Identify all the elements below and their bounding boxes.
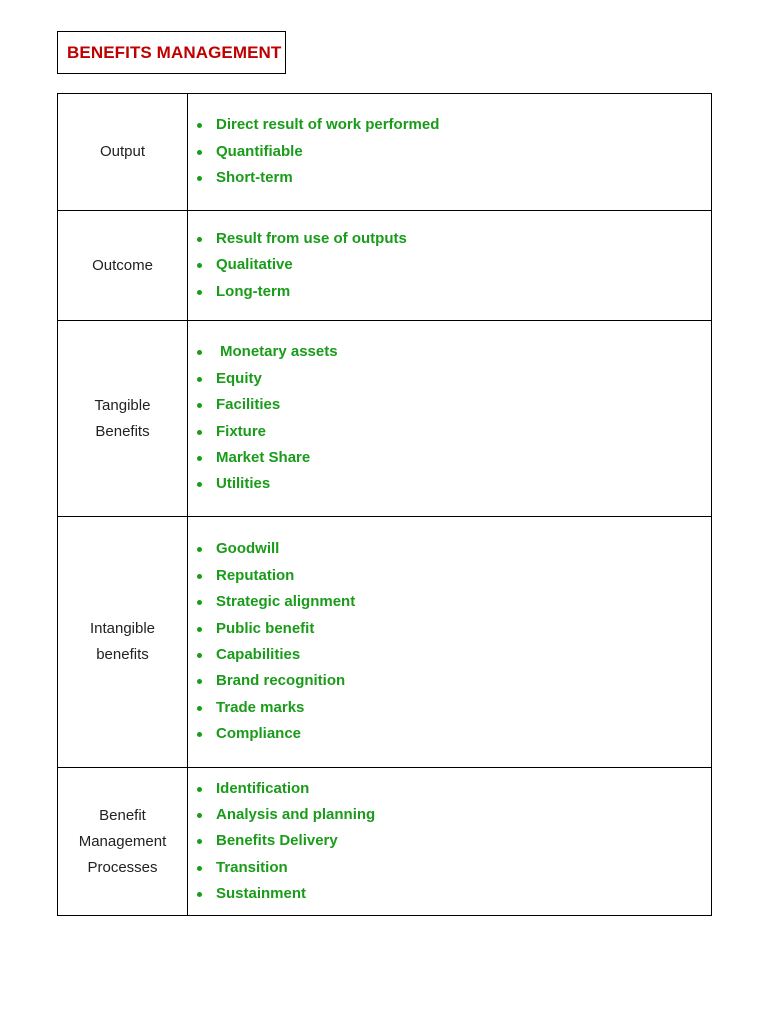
table-row: [58, 768, 712, 916]
list-item: Quantifiable: [194, 139, 711, 165]
row-label-cell: [58, 768, 188, 916]
list-item: Compliance: [194, 721, 711, 747]
list-item: Result from use of outputs: [194, 226, 711, 252]
list-item: Short-term: [194, 165, 711, 191]
row-label: Tangible Benefits: [94, 396, 151, 440]
list-item: Market Share: [194, 445, 711, 471]
row-items-cell: [188, 211, 712, 321]
table-row: [58, 211, 712, 321]
list-item: Direct result of work performed: [194, 112, 711, 138]
row-label-cell: [58, 211, 188, 321]
row-label-cell: [58, 321, 188, 517]
list-item: Identification: [194, 776, 711, 802]
bullet-list: [188, 536, 711, 747]
list-item: Trade marks: [194, 695, 711, 721]
list-item: Utilities: [194, 471, 711, 497]
row-label-cell: [58, 94, 188, 211]
list-item: Long-term: [194, 279, 711, 305]
table-row: [58, 321, 712, 517]
benefits-table: [57, 93, 712, 916]
bullet-list: [188, 226, 711, 305]
row-label: Benefit Management Processes: [78, 806, 167, 876]
list-item: Fixture: [194, 419, 711, 445]
list-item: Goodwill: [194, 536, 711, 562]
list-item: Transition: [194, 855, 711, 881]
row-items-cell: [188, 94, 712, 211]
list-item: Capabilities: [194, 642, 711, 668]
list-item: Public benefit: [194, 616, 711, 642]
row-items-cell: [188, 321, 712, 517]
row-label: Outcome: [92, 256, 153, 274]
table-row: [58, 94, 712, 211]
list-item: Sustainment: [194, 881, 711, 907]
list-item: Strategic alignment: [194, 589, 711, 615]
list-item: Brand recognition: [194, 668, 711, 694]
list-item: Equity: [194, 366, 711, 392]
bullet-list: [188, 339, 711, 497]
bullet-list: [188, 112, 711, 191]
list-item: Monetary assets: [194, 339, 711, 365]
list-item: Benefits Delivery: [194, 828, 711, 854]
list-item: Facilities: [194, 392, 711, 418]
list-item: Qualitative: [194, 252, 711, 278]
list-item: Analysis and planning: [194, 802, 711, 828]
list-item: Reputation: [194, 563, 711, 589]
bullet-list: [188, 776, 711, 908]
row-items-cell: [188, 768, 712, 916]
row-label: Output: [99, 143, 146, 160]
row-items-cell: [188, 517, 712, 768]
title-box: [57, 31, 286, 74]
page-title: BENEFITS MANAGEMENT: [67, 42, 282, 62]
row-label-cell: [58, 517, 188, 768]
row-label: Intangible benefits: [89, 620, 156, 663]
table-row: [58, 517, 712, 768]
